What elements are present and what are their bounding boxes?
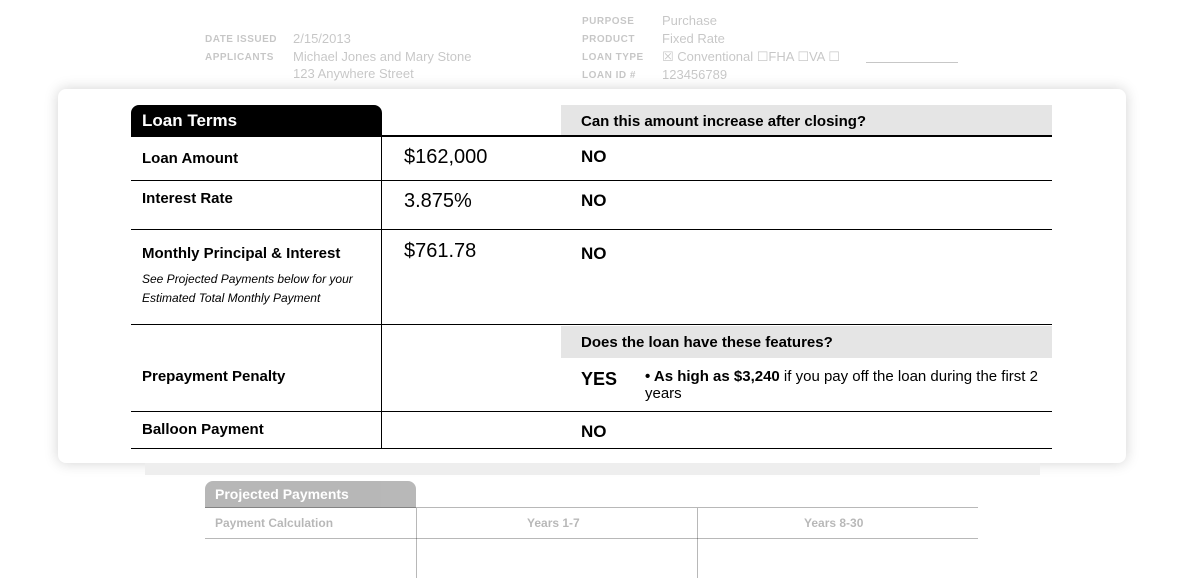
years-1-7-header: Years 1-7: [527, 516, 580, 530]
question-features-header: Does the loan have these features?: [561, 326, 1052, 358]
row-divider: [131, 324, 1052, 325]
interest-rate-answer: NO: [581, 191, 607, 210]
purpose-value: Purchase: [662, 13, 717, 28]
loan-id-value: 123456789: [662, 67, 728, 82]
row-divider: [131, 180, 1052, 181]
purpose-label: PURPOSE: [582, 16, 635, 27]
monthly-pi-note-line-2: Estimated Total Monthly Payment: [142, 291, 321, 305]
loan-type-blank-line: [866, 62, 958, 63]
prepayment-penalty-condition: if you pay off the loan during the first 2 years: [645, 368, 1038, 402]
loan-type-value: ☒ Conventional ☐FHA ☐VA ☐: [662, 49, 840, 64]
monthly-pi-label: Monthly Principal & Interest: [142, 245, 341, 262]
prepayment-penalty-amount: • As high as $3,240: [645, 368, 780, 385]
table-top-rule: [131, 135, 1052, 137]
prepayment-penalty-detail: [645, 368, 1055, 402]
loan-id-label: LOAN ID #: [582, 70, 636, 81]
loan-amount-value: $162,000: [404, 146, 488, 168]
pp-col-divider: [697, 508, 698, 578]
monthly-pi-value: $761.78: [404, 240, 477, 262]
interest-rate-label: Interest Rate: [142, 190, 233, 207]
payment-calculation-header: Payment Calculation: [215, 516, 334, 530]
row-divider: [131, 229, 1052, 230]
product-label: PRODUCT: [582, 34, 635, 45]
pp-col-divider: [416, 508, 417, 578]
loan-type-label: LOAN TYPE: [582, 52, 644, 63]
loan-amount-label: Loan Amount: [142, 150, 239, 167]
years-8-30-header: Years 8-30: [804, 516, 864, 530]
card-lower-shade: [145, 463, 1040, 475]
product-value: Fixed Rate: [662, 31, 725, 46]
loan-terms-tab: Loan Terms: [131, 105, 382, 136]
applicant-street: 123 Anywhere Street: [293, 66, 414, 81]
applicants-label: APPLICANTS: [205, 52, 274, 63]
row-divider: [131, 411, 1052, 412]
table-bottom-rule: [131, 448, 1052, 449]
projected-payments-tab: Projected Payments: [205, 481, 416, 508]
prepayment-penalty-label: Prepayment Penalty: [142, 368, 286, 385]
interest-rate-value: 3.875%: [404, 190, 472, 212]
monthly-pi-note-line-1: See Projected Payments below for your: [142, 272, 353, 286]
prepayment-penalty-answer: YES: [581, 369, 618, 389]
monthly-pi-answer: NO: [581, 244, 607, 263]
applicant-names: Michael Jones and Mary Stone: [293, 49, 472, 64]
date-issued-label: DATE ISSUED: [205, 34, 277, 45]
projected-payments-row-rule: [205, 538, 978, 539]
balloon-payment-label: Balloon Payment: [142, 421, 264, 438]
loan-amount-answer: NO: [581, 147, 607, 166]
balloon-payment-answer: NO: [581, 422, 607, 441]
date-issued-value: 2/15/2013: [293, 31, 351, 46]
question-increase-header: Can this amount increase after closing?: [561, 105, 1052, 137]
